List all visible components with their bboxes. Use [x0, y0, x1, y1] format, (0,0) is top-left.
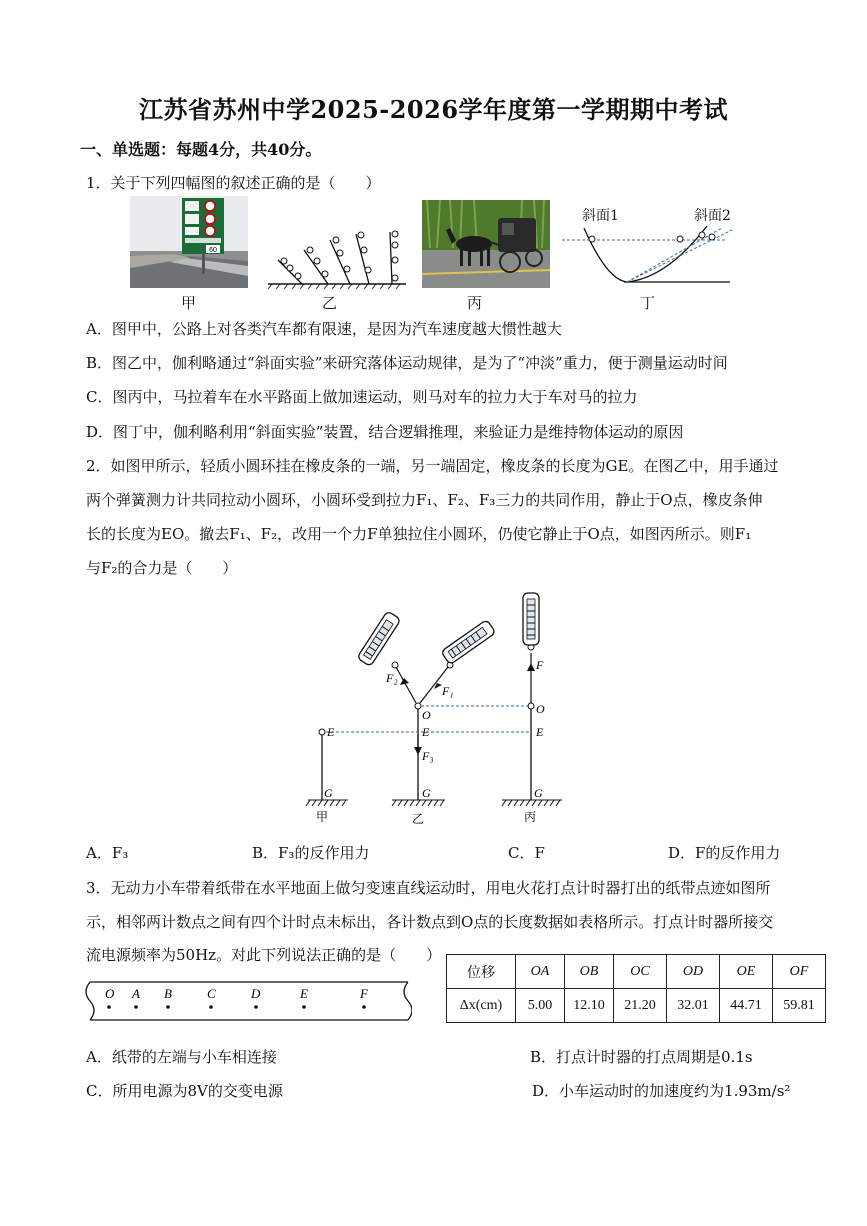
table-header-row: [447, 955, 826, 989]
label-o-yi: O: [422, 708, 431, 722]
tape-point-a: A: [132, 986, 140, 1001]
tape-point-e: E: [300, 986, 308, 1001]
q2-line-4: 与F₂的合力是（ ）: [86, 559, 238, 577]
label-g-bing: G: [534, 786, 543, 800]
table-cell: 44.71: [720, 989, 773, 1023]
q1-stem: 1．关于下列四幅图的叙述正确的是（ ）: [86, 174, 381, 192]
label-f1: F₁: [442, 684, 454, 698]
caption-bing: 丙: [467, 294, 483, 312]
slope-experiment-figure: [562, 200, 737, 290]
tape-point-o: O: [105, 986, 115, 1001]
caption-yi: 乙: [322, 294, 338, 312]
table-row-label: Δx(cm): [447, 989, 516, 1023]
table-header-cell: OB: [565, 955, 614, 989]
label-e-jia: E: [327, 725, 335, 739]
table-cell: 59.81: [773, 989, 826, 1023]
caption-ding: 丁: [640, 294, 656, 312]
q1-option-b: B．图乙中，伽利略通过“斜面实验”来研究落体运动规律，是为了“冲淡”重力，便于测量运动时间: [86, 354, 728, 372]
displacement-table: [446, 954, 826, 1023]
label-f: F: [536, 658, 544, 672]
q2-option-d: D．F的反作用力: [668, 844, 781, 862]
label-f2: F₂: [386, 671, 398, 685]
table-header-cell: OA: [516, 955, 565, 989]
q2-line-1: 2．如图甲所示，轻质小圆环挂在橡皮条的一端，另一端固定，橡皮条的长度为GE。在图乙中，用手通过: [86, 457, 779, 475]
table-cell: 12.10: [565, 989, 614, 1023]
q2-line-2: 两个弹簧测力计共同拉动小圆环，小圆环受到拉力F₁、F₂、F₃三力的共同作用，静止于O点，橡皮条伸: [86, 491, 763, 509]
label-jia: 甲: [316, 810, 329, 824]
q3-option-a: A．纸带的左端与小车相连接: [86, 1048, 277, 1066]
q3-line-3: 流电源频率为50Hz。对此下列说法正确的是（ ）: [86, 946, 442, 964]
q3-line-1: 3．无动力小车带着纸带在水平地面上做匀变速直线运动时，用电火花打点计时器打出的纸带点迹如图所: [86, 879, 771, 897]
exam-title: 江苏省苏州中学2025-2026学年度第一学期期中考试: [138, 95, 729, 124]
q2-option-b: B．F₃的反作用力: [252, 844, 370, 862]
table-header-cell: OF: [773, 955, 826, 989]
q3-line-2: 示，相邻两计数点之间有四个计时点未标出，各计数点到O点的长度数据如表格所示。打点计时器所接交: [86, 913, 774, 931]
force-diagram: [300, 585, 570, 830]
tape-point-c: C: [207, 986, 216, 1001]
speed-sign-text: 60: [209, 247, 217, 254]
table-cell: 5.00: [516, 989, 565, 1023]
inclined-planes-figure: [268, 228, 406, 290]
tape-point-f: F: [360, 986, 368, 1001]
table-header-cell: 位移: [447, 955, 516, 989]
label-yi: 乙: [412, 812, 425, 826]
paper-tape: [82, 976, 412, 1026]
tape-point-d: D: [251, 986, 261, 1001]
q3-option-c: C．所用电源为8V的交变电源: [86, 1082, 283, 1100]
horse-carriage-photo: [422, 200, 550, 288]
table-header-cell: OC: [614, 955, 667, 989]
tape-point-b: B: [164, 986, 172, 1001]
q1-option-a: A．图甲中，公路上对各类汽车都有限速，是因为汽车速度越大惯性越大: [86, 320, 562, 338]
slope-2-label: 斜面2: [694, 208, 731, 224]
label-e-bing: E: [536, 725, 544, 739]
label-bing: 丙: [524, 810, 537, 824]
table-row: [447, 989, 826, 1023]
table-cell: 32.01: [667, 989, 720, 1023]
table-header-cell: OE: [720, 955, 773, 989]
q1-option-d: D．图丁中，伽利略利用“斜面实验”装置，结合逻辑推理，来验证力是维持物体运动的原因: [86, 423, 684, 441]
q2-option-a: A．F₃: [86, 844, 129, 862]
table-cell: 21.20: [614, 989, 667, 1023]
section-heading: 一、单选题：每题4分，共40分。: [80, 140, 322, 159]
label-g-jia: G: [324, 786, 333, 800]
label-g-yi: G: [422, 786, 431, 800]
caption-jia: 甲: [181, 294, 197, 312]
q2-option-c: C．F: [508, 844, 545, 862]
q2-line-3: 长的长度为EO。撤去F₁、F₂，改用一个力F单独拉住小圆环，仍使它静止于O点，如图丙所示。则F₁: [86, 525, 752, 543]
q3-option-b: B．打点计时器的打点周期是0.1s: [530, 1048, 753, 1066]
label-o-bing: O: [536, 702, 545, 716]
slope-1-label: 斜面1: [582, 208, 619, 224]
highway-photo: [130, 196, 248, 288]
q3-option-d: D．小车运动时的加速度约为1.93m/s²: [532, 1082, 791, 1100]
label-f3: F₃: [422, 749, 434, 763]
q1-option-c: C．图丙中，马拉着车在水平路面上做加速运动，则马对车的拉力大于车对马的拉力: [86, 388, 638, 406]
label-e-yi: E: [422, 725, 430, 739]
table-header-cell: OD: [667, 955, 720, 989]
